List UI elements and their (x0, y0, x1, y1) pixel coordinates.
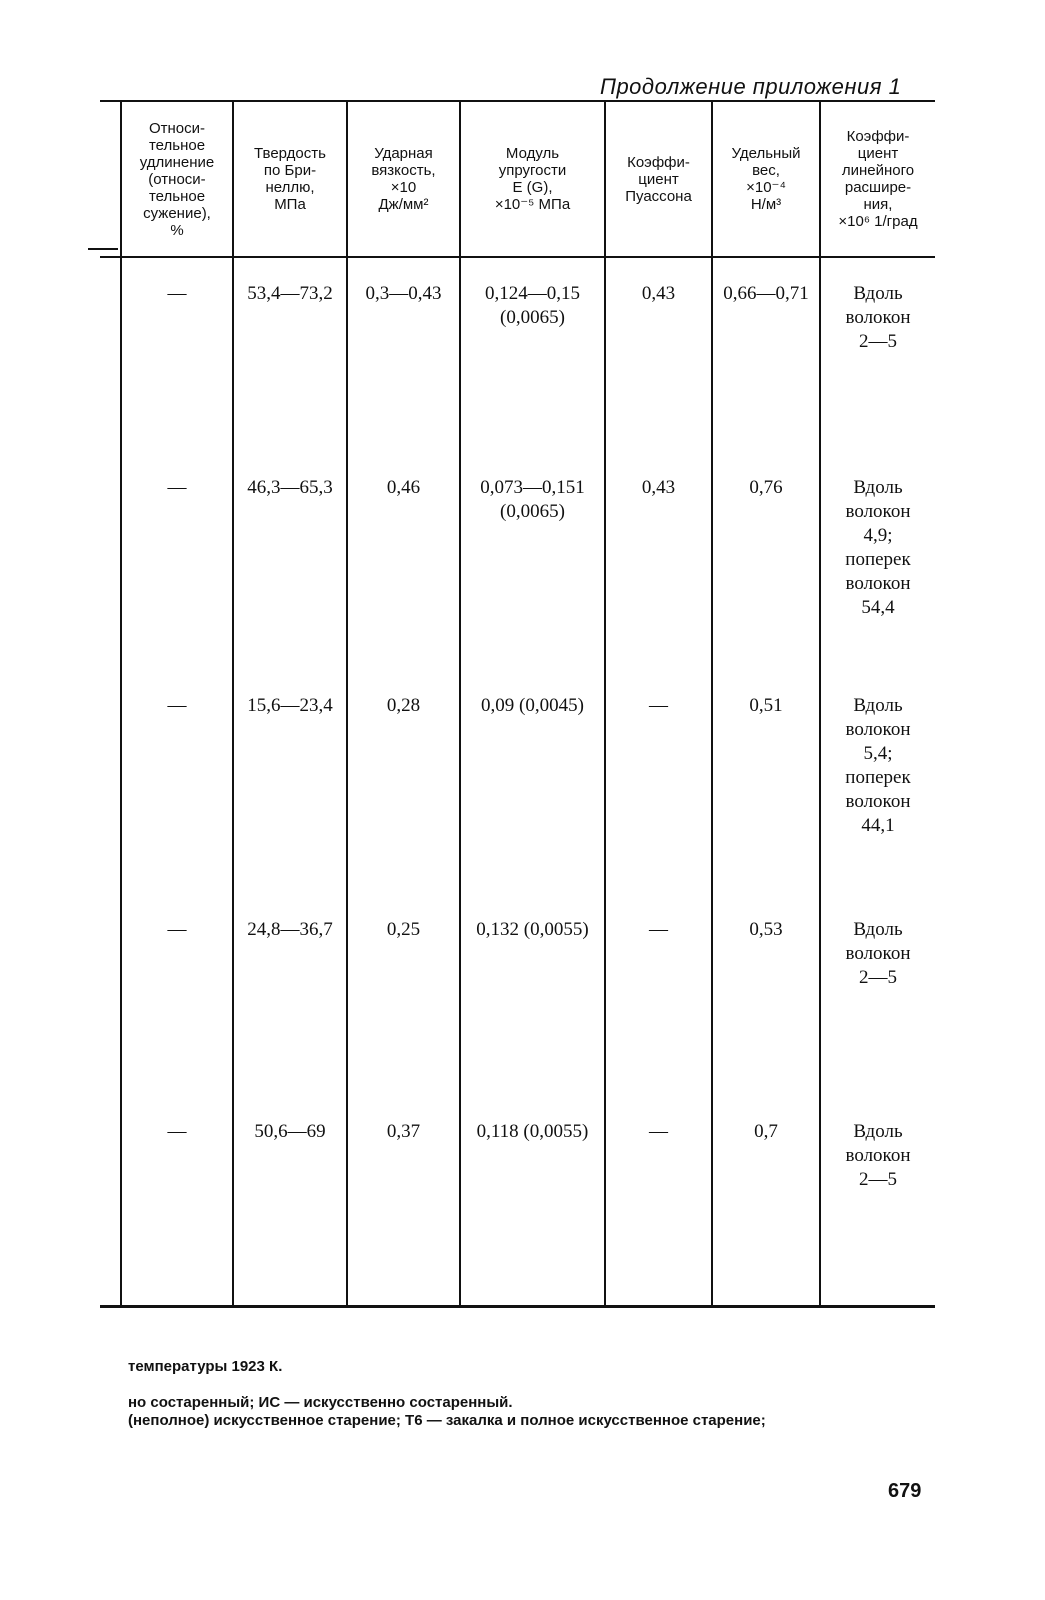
cell-weight: 0,66—0,71 (723, 283, 809, 304)
cell-modulus (461, 694, 604, 718)
cell-modulus (461, 1120, 604, 1144)
cell-line: 0,124—0,15 (485, 283, 580, 304)
table-left-stub (88, 248, 118, 250)
cell-elong: — (167, 283, 187, 304)
header-line: ×10 (390, 179, 417, 196)
cell-line: волокон (845, 573, 911, 594)
cell-line: 2—5 (859, 967, 897, 988)
cell-expansion (821, 694, 935, 838)
header-line: удлинение (139, 153, 215, 171)
cell-line: волокон (845, 791, 911, 812)
header-line: ×10⁻⁵ МПа (494, 196, 571, 213)
cell-line: (0,0065) (500, 501, 565, 522)
header-line: E (G), (512, 179, 553, 196)
cell-expansion (821, 918, 935, 990)
cell-line: Вдоль (853, 477, 903, 498)
cell-modulus (461, 282, 604, 330)
header-line: упругости (498, 162, 567, 179)
header-line: Н/м³ (750, 196, 782, 213)
header-line: Пуассона (625, 187, 692, 205)
header-line: Модуль (505, 145, 560, 162)
cell-poisson: — (649, 919, 668, 940)
header-line: неллю, (265, 179, 315, 196)
cell-elong: — (167, 1121, 187, 1142)
cell-line: волокон (845, 307, 911, 328)
table-header-rule (100, 256, 935, 258)
cell-line: Вдоль (853, 283, 903, 304)
cell-hardness: 24,8—36,7 (247, 919, 333, 940)
cell-line: поперек (845, 549, 911, 570)
table-caption: Продолжение приложения 1 (600, 74, 902, 99)
cell-modulus (461, 476, 604, 524)
header-poisson (606, 104, 711, 254)
cell-line: Вдоль (853, 1121, 903, 1142)
cell-hardness: 50,6—69 (254, 1121, 326, 1142)
cell-impact: 0,3—0,43 (365, 283, 442, 304)
cell-line: 0,118 (0,0055) (476, 1121, 589, 1142)
cell-hardness: 15,6—23,4 (247, 695, 333, 716)
cell-expansion (821, 1120, 935, 1192)
cell-weight: 0,51 (749, 695, 783, 716)
cell-impact: 0,25 (386, 919, 421, 940)
header-line: ния, (863, 196, 893, 213)
cell-line: волокон (845, 1145, 911, 1166)
cell-expansion (821, 476, 935, 620)
header-elongation (122, 104, 232, 254)
cell-line: волокон (845, 719, 911, 740)
cell-line: 54,4 (861, 597, 895, 618)
cell-modulus (461, 918, 604, 942)
cell-impact: 0,46 (386, 477, 421, 498)
cell-elong: — (167, 919, 187, 940)
header-line: МПа (274, 196, 306, 213)
cell-line: поперек (845, 767, 911, 788)
header-line: Удельный (731, 145, 801, 162)
cell-line: 2—5 (859, 331, 897, 352)
header-line: тельное (148, 136, 206, 154)
header-line: по Бри- (263, 162, 317, 179)
cell-line: волокон (845, 943, 911, 964)
cell-line: (0,0065) (500, 307, 565, 328)
header-line: ×10⁶ 1/град (838, 213, 918, 230)
header-line: Относи- (148, 119, 206, 137)
footnote-line: но состаренный; ИС — искусственно состаренный. (128, 1394, 513, 1411)
footnote-line: (неполное) искусственное старение; Т6 — закалка и полное искусственное старение; (128, 1412, 766, 1429)
header-line: Коэффи- (627, 153, 690, 171)
cell-impact: 0,28 (386, 695, 421, 716)
cell-elong: — (167, 477, 187, 498)
cell-weight: 0,76 (749, 477, 783, 498)
cell-elong: — (167, 695, 187, 716)
header-line: Дж/мм² (378, 196, 429, 213)
cell-line: 2—5 (859, 1169, 897, 1190)
header-line: циент (638, 170, 679, 188)
cell-hardness: 46,3—65,3 (247, 477, 333, 498)
header-line: линейного (841, 162, 915, 179)
header-modulus (461, 104, 604, 254)
header-line: (относи- (148, 170, 206, 188)
header-line: тельное (148, 187, 206, 205)
cell-expansion (821, 282, 935, 354)
cell-line: 5,4; (863, 743, 893, 764)
header-line: вязкость, (371, 162, 436, 179)
header-expansion (821, 104, 935, 254)
cell-poisson: 0,43 (641, 283, 676, 304)
header-line: расшире- (844, 179, 912, 196)
header-hardness (234, 104, 346, 254)
header-line: % (170, 221, 184, 239)
cell-line: 4,9; (863, 525, 893, 546)
header-line: сужение), (143, 204, 211, 222)
cell-line: 0,073—0,151 (480, 477, 585, 498)
header-line: вес, (752, 162, 780, 179)
page-number: 679 (888, 1480, 922, 1502)
header-line: Ударная (374, 145, 433, 162)
cell-line: 0,09 (0,0045) (481, 695, 584, 716)
cell-impact: 0,37 (386, 1121, 421, 1142)
header-line: ×10⁻⁴ (746, 179, 786, 196)
cell-line: Вдоль (853, 919, 903, 940)
cell-line: волокон (845, 501, 911, 522)
header-line: Коэффи- (846, 128, 910, 145)
header-weight (713, 104, 819, 254)
header-impact (348, 104, 459, 254)
table-top-rule (100, 100, 935, 102)
cell-line: 44,1 (861, 815, 895, 836)
cell-weight: 0,53 (749, 919, 783, 940)
footnote-line: температуры 1923 К. (128, 1358, 283, 1375)
cell-line: 0,132 (0,0055) (476, 919, 589, 940)
cell-line: Вдоль (853, 695, 903, 716)
header-line: Твердость (254, 145, 326, 162)
table-bottom-rule (100, 1305, 935, 1308)
cell-poisson: 0,43 (641, 477, 676, 498)
cell-weight: 0,7 (754, 1121, 778, 1142)
header-line: циент (857, 145, 899, 162)
cell-hardness: 53,4—73,2 (247, 283, 333, 304)
cell-poisson: — (649, 1121, 668, 1142)
cell-poisson: — (649, 695, 668, 716)
